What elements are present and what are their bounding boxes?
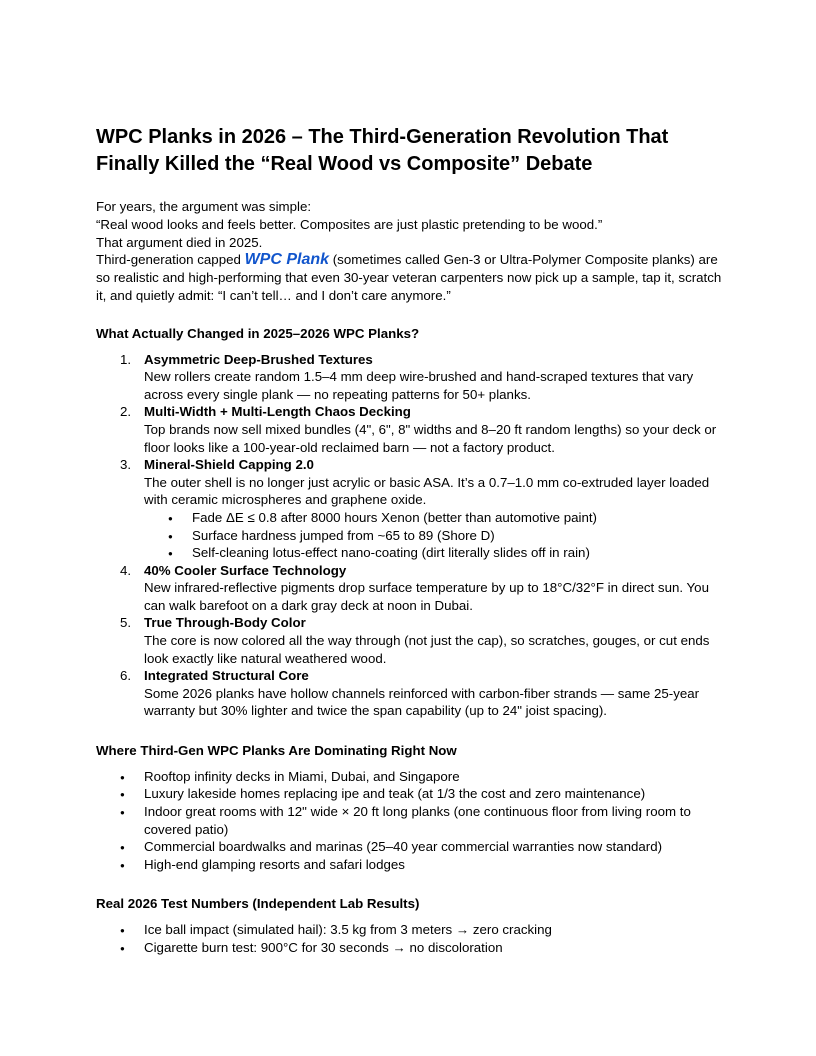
section-heading-test-numbers: Real 2026 Test Numbers (Independent Lab Results): [96, 896, 420, 912]
list-item: [96, 403, 726, 456]
list-item-body: The core is now colored all the way through (not just the cap), so scratches, gouges, or cut ends look exactly like natural weathered wood.: [144, 633, 710, 666]
bullet-item: ● Luxury lakeside homes replacing ipe and teak (at 1/3 the cost and zero maintenance): [96, 785, 726, 803]
list-item: [96, 351, 726, 404]
list-item-body: New infrared-reflective pigments drop surface temperature by up to 18°C/32°F in direct sun. You can walk barefoot on a dark gray deck at noon in Dubai.: [144, 580, 709, 613]
list-number: 6.: [120, 668, 132, 684]
bullet-item: ● Indoor great rooms with 12" wide × 20 ft long planks (one continuous floor from living room to covered patio): [96, 803, 726, 838]
intro-line-1: For years, the argument was simple:: [96, 199, 312, 214]
wpc-plank-link[interactable]: WPC Plank: [244, 251, 330, 269]
list-number: 3.: [120, 457, 132, 473]
list-item: [96, 562, 726, 615]
sub-list-item: ● Self-cleaning lotus-effect nano-coating (dirt literally slides off in rain): [144, 544, 726, 562]
list-item-title: Mineral-Shield Capping 2.0: [144, 457, 314, 473]
bullet-item: ● Ice ball impact (simulated hail): 3.5 kg from 3 meters → zero cracking: [96, 921, 726, 939]
sub-list-item: ● Fade ΔE ≤ 0.8 after 8000 hours Xenon (better than automotive paint): [144, 509, 726, 527]
test-numbers-list: [96, 921, 726, 956]
section-heading-dominating: Where Third-Gen WPC Planks Are Dominating Right Now: [96, 743, 457, 759]
list-item-body: New rollers create random 1.5–4 mm deep wire-brushed and hand-scraped textures that vary across every single plank — no repeating patterns for 50+ planks.: [144, 369, 694, 402]
bullet-item: ● Rooftop infinity decks in Miami, Dubai, and Singapore: [96, 768, 726, 786]
list-item-title: Multi-Width + Multi-Length Chaos Decking: [144, 404, 411, 420]
dominating-list: [96, 768, 726, 874]
intro: [96, 198, 726, 305]
intro-paragraph: [96, 251, 726, 304]
changes-list: [96, 351, 726, 720]
list-item-title: Integrated Structural Core: [144, 668, 309, 684]
list-item: [96, 614, 726, 667]
list-number: 1.: [120, 351, 132, 367]
intro-line-3: That argument died in 2025.: [96, 234, 263, 250]
intro-text-after-link: (sometimes called Gen-3 or Ultra-Polymer Composite planks) are so realistic and high-performing that even 30-year veteran carpenters now pick up a sample, tap it, scratch it, and quietly admit: “I can’t tell… and I don’t care anymore.”: [96, 252, 722, 303]
list-number: 5.: [120, 615, 132, 631]
section-heading-changes: What Actually Changed in 2025–2026 WPC Planks?: [96, 325, 420, 341]
sub-list: [144, 509, 726, 562]
list-item: [96, 456, 726, 562]
sub-list-item: ● Surface hardness jumped from ~65 to 89 (Shore D): [144, 527, 726, 545]
intro-text-before-link: Third-generation capped: [96, 252, 245, 268]
list-item-body: The outer shell is no longer just acrylic or basic ASA. It’s a 0.7–1.0 mm co-extruded layer loaded with ceramic microspheres and graphene oxide.: [144, 474, 710, 508]
list-item-body: Top brands now sell mixed bundles (4", 6", 8" widths and 8–20 ft random lengths) so your deck or floor looks like a 100-year-old reclaimed barn — not a factory product.: [144, 421, 717, 455]
intro-line-2: “Real wood looks and feels better. Composites are just plastic pretending to be wood.”: [96, 216, 603, 232]
page-title: WPC Planks in 2026 – The Third-Generation Revolution That Finally Killed the “Real Wood vs Composite” Debate: [96, 126, 669, 175]
list-item-title: Asymmetric Deep-Brushed Textures: [144, 351, 373, 367]
list-item-title: True Through-Body Color: [144, 615, 306, 631]
list-item-title: 40% Cooler Surface Technology: [144, 562, 347, 578]
bullet-item: ● Commercial boardwalks and marinas (25–40 year commercial warranties now standard): [96, 838, 726, 856]
bullet-item: ● High-end glamping resorts and safari lodges: [96, 856, 726, 874]
list-item-body: Some 2026 planks have hollow channels reinforced with carbon-fiber strands — same 25-year warranty but 30% lighter and twice the span capability (up to 24" joist spacing).: [144, 685, 700, 719]
document-page: [96, 124, 726, 956]
list-number: 4.: [120, 562, 132, 578]
list-item: [96, 667, 726, 720]
list-number: 2.: [120, 404, 132, 420]
bullet-item: ● Cigarette burn test: 900°C for 30 seconds → no discoloration: [96, 939, 726, 957]
